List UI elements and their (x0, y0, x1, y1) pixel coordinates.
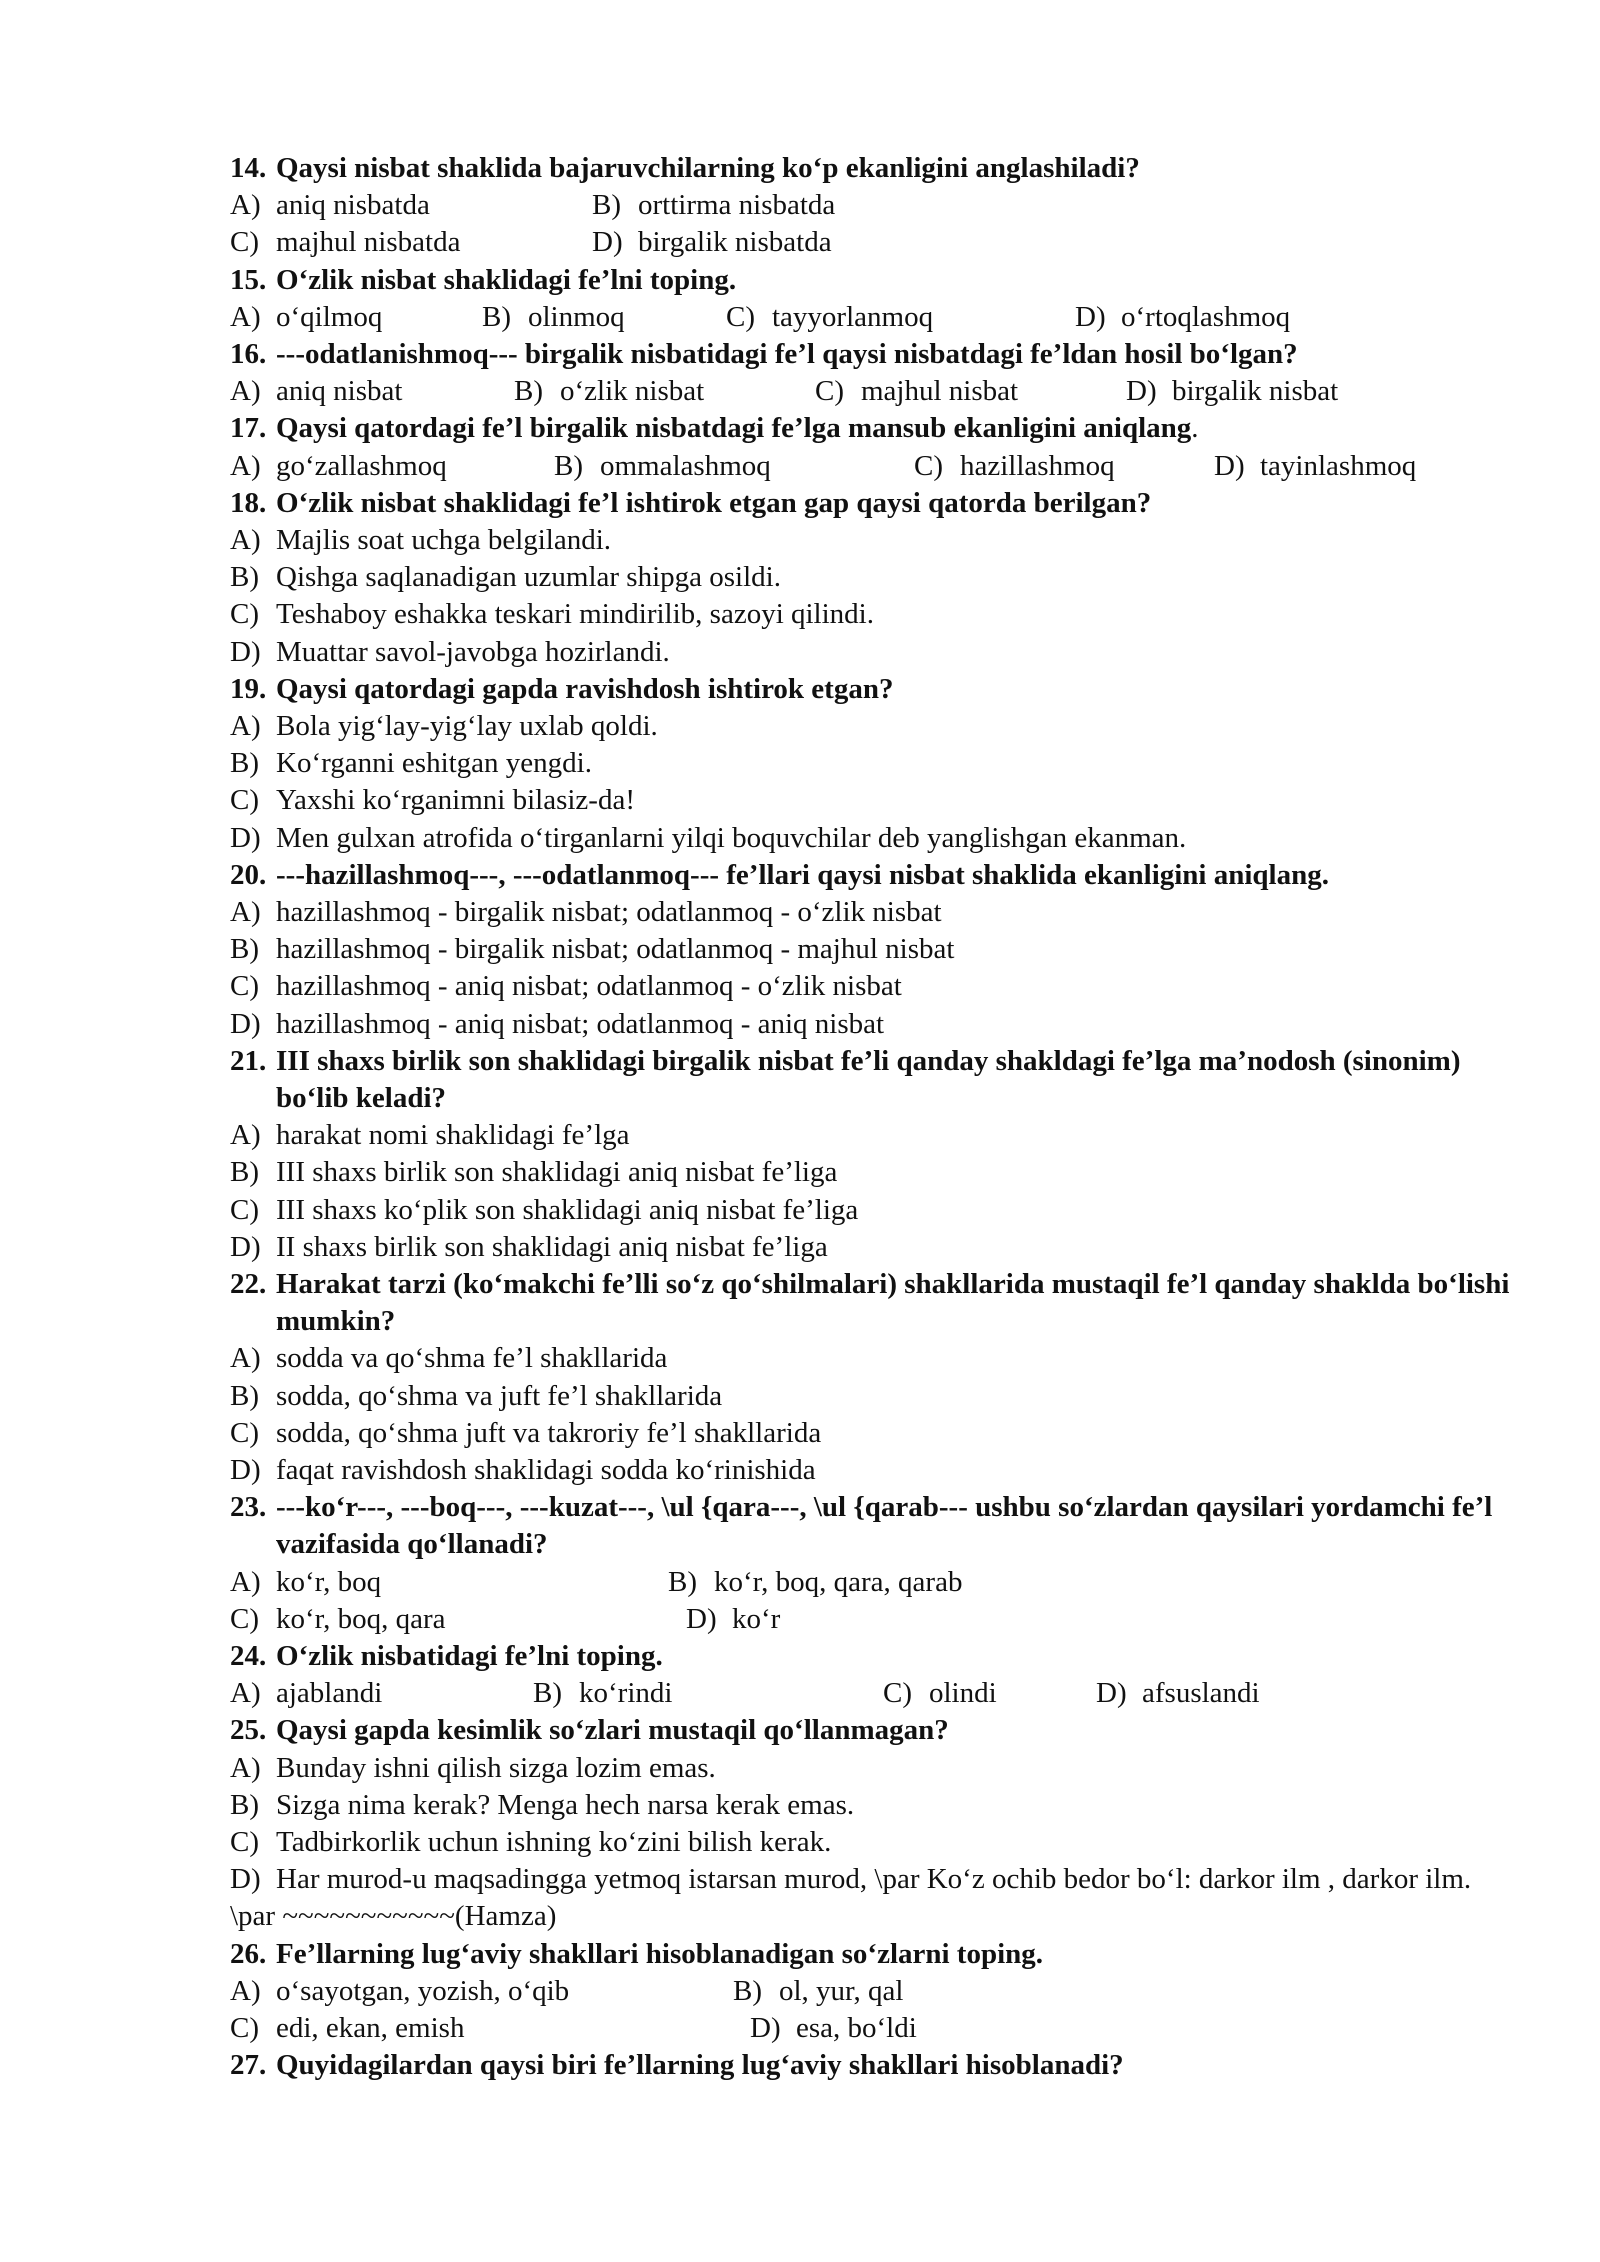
answer-option[interactable] (230, 745, 1520, 782)
option-label: D) (230, 635, 261, 668)
answer-option[interactable] (883, 1675, 997, 1712)
question-text (276, 336, 1520, 373)
option-text: birgalik nisbat (1172, 375, 1339, 408)
question (230, 485, 1520, 522)
option-label: C) (883, 1677, 912, 1710)
option-text: III shaxs birlik son shaklidagi aniq nisbat fe’liga (276, 1156, 838, 1189)
question-text-body: Qaysi nisbat shaklida bajaruvchilarning ko‘p ekanligini anglashiladi? (276, 152, 1140, 184)
option-text: ko‘rindi (579, 1677, 673, 1710)
option-label: D) (230, 1230, 261, 1263)
answer-option[interactable] (230, 1564, 381, 1601)
option-label: B) (554, 449, 583, 482)
option-label: B) (514, 375, 543, 408)
option-label: B) (668, 1565, 697, 1598)
question-number: 23. (230, 1491, 274, 1524)
option-label: B) (533, 1677, 562, 1710)
question-text-body: ---ko‘r---, ---boq---, ---kuzat---, \ul {qara---, \ul {qarab--- ushbu so‘zlardan qaysilari yordamchi fe’l vazifasida qo‘llanadi? (276, 1491, 1493, 1561)
option-text: o‘rtoqlashmoq (1121, 300, 1291, 333)
option-row (230, 373, 1520, 410)
option-label: C) (230, 784, 259, 817)
answer-option[interactable] (230, 448, 447, 485)
option-text: birgalik nisbatda (638, 226, 832, 259)
question (230, 410, 1520, 447)
option-text: faqat ravishdosh shaklidagi sodda ko‘rinishida (276, 1454, 816, 1487)
question-text-body: Qaysi qatordagi gapda ravishdosh ishtirok etgan? (276, 672, 894, 705)
option-text: sodda, qo‘shma juft va takroriy fe’l shakllarida (276, 1416, 822, 1449)
option-label: D) (1126, 375, 1157, 408)
question (230, 671, 1520, 708)
option-label: C) (230, 598, 259, 631)
option-label: B) (230, 561, 259, 594)
option-label: A) (230, 1119, 261, 1152)
option-row (230, 1675, 1520, 1712)
option-text: Men gulxan atrofida o‘tirganlarni yilqi boquvchilar deb yanglishgan ekanman. (276, 821, 1187, 854)
question-number: 16. (230, 337, 274, 370)
question-text (276, 1489, 1520, 1563)
question-text (276, 1266, 1520, 1340)
question-number: 21. (230, 1044, 274, 1077)
question-text-body: Harakat tarzi (ko‘makchi fe’lli so‘z qo‘shilmalari) shakllarida mustaqil fe’l qanday shaklda bo‘lishi mumkin? (276, 1268, 1510, 1338)
option-label: A) (230, 189, 261, 222)
option-label: A) (230, 1751, 261, 1784)
answer-option[interactable] (230, 1750, 1520, 1787)
option-label: A) (230, 375, 261, 408)
option-text: hazillashmoq - aniq nisbat; odatlanmoq - o‘zlik nisbat (276, 970, 902, 1003)
question-number: 18. (230, 486, 274, 519)
option-text: o‘sayotgan, yozish, o‘qib (276, 1974, 570, 2007)
option-text: hazillashmoq - birgalik nisbat; odatlanmoq - majhul nisbat (276, 933, 955, 966)
option-text: harakat nomi shaklidagi fe’lga (276, 1119, 630, 1152)
question (230, 1043, 1520, 1117)
option-label: D) (230, 1454, 261, 1487)
option-text: ko‘r, boq (276, 1565, 382, 1598)
option-text: olinmoq (528, 300, 625, 333)
answer-option[interactable] (482, 299, 625, 336)
option-label: C) (230, 2012, 259, 2045)
question-text (276, 1712, 1520, 1749)
option-label: D) (1096, 1677, 1127, 1710)
option-text: ol, yur, qal (779, 1974, 904, 2007)
option-text: Bunday ishni qilish sizga lozim emas. (276, 1751, 716, 1784)
option-text: majhul nisbatda (276, 226, 461, 259)
option-label: C) (230, 1602, 259, 1635)
option-text: go‘zallashmoq (276, 449, 447, 482)
option-label: B) (230, 933, 259, 966)
option-label: C) (230, 1416, 259, 1449)
question (230, 1712, 1520, 1749)
option-row (230, 187, 1520, 224)
option-text: Bola yig‘lay-yig‘lay uxlab qoldi. (276, 709, 658, 742)
question (230, 150, 1520, 187)
answer-option[interactable] (230, 522, 1520, 559)
answer-option[interactable] (230, 782, 1520, 819)
option-label: C) (815, 375, 844, 408)
option-label: A) (230, 523, 261, 556)
answer-option[interactable] (230, 931, 1520, 968)
question-number: 27. (230, 2049, 274, 2082)
answer-option[interactable] (230, 634, 1520, 671)
question-text-body: Fe’llarning lug‘aviy shakllari hisoblanadigan so‘zlarni toping. (276, 1937, 1044, 1970)
question-text-body: ---odatlanishmoq--- birgalik nisbatidagi fe’l qaysi nisbatdagi fe’ldan hosil bo‘lgan? (276, 337, 1298, 370)
option-label: D) (686, 1602, 717, 1635)
question-text (276, 1638, 1520, 1675)
option-label: A) (230, 1677, 261, 1710)
question-number: 25. (230, 1714, 274, 1747)
question-text-body: III shaxs birlik son shaklidagi birgalik nisbat fe’li qanday shakldagi fe’lga ma’nodosh (sinonim) bo‘lib keladi? (276, 1044, 1461, 1114)
option-text: sodda va qo‘shma fe’l shakllarida (276, 1342, 668, 1375)
option-text: ajablandi (276, 1677, 383, 1710)
option-row (230, 224, 1520, 261)
question-text (276, 1936, 1520, 1973)
option-label: B) (482, 300, 511, 333)
question-text-body: O‘zlik nisbat shaklidagi fe’l ishtirok etgan gap qaysi qatorda berilgan? (276, 486, 1152, 519)
answer-option[interactable] (230, 373, 402, 410)
answer-option[interactable] (230, 1229, 1520, 1266)
answer-option[interactable] (230, 559, 1520, 596)
option-label: C) (230, 226, 259, 259)
question-text-body: Quyidagilardan qaysi biri fe’llarning lug‘aviy shakllari hisoblanadi? (276, 2049, 1124, 2082)
option-text: Yaxshi ko‘rganimni bilasiz-da! (276, 784, 635, 817)
option-label: C) (230, 1193, 259, 1226)
question-number: 20. (230, 858, 274, 891)
answer-option[interactable] (230, 708, 1520, 745)
question (230, 1489, 1520, 1563)
answer-option[interactable] (592, 187, 835, 224)
answer-option[interactable] (230, 1861, 1520, 1935)
option-label: D) (230, 1863, 261, 1896)
option-label: A) (230, 449, 261, 482)
option-label: A) (230, 709, 261, 742)
answer-option[interactable] (230, 1154, 1520, 1191)
question-number: 14. (230, 152, 274, 184)
question-number: 22. (230, 1268, 274, 1301)
answer-option[interactable] (592, 224, 832, 261)
answer-option[interactable] (230, 596, 1520, 633)
question-text (276, 262, 1520, 299)
question-text-body: Qaysi gapda kesimlik so‘zlari mustaqil qo‘llanmagan? (276, 1714, 949, 1747)
option-text: tayyorlanmoq (772, 300, 934, 333)
answer-option[interactable] (533, 1675, 672, 1712)
question-number: 17. (230, 412, 274, 445)
option-text: olindi (929, 1677, 997, 1710)
answer-option[interactable] (230, 224, 460, 261)
question-text (276, 671, 1520, 708)
option-text: ommalashmoq (600, 449, 771, 482)
question-text (276, 857, 1520, 894)
option-text: orttirma nisbatda (638, 189, 836, 222)
option-label: B) (230, 1156, 259, 1189)
answer-option[interactable] (230, 187, 430, 224)
question-text (276, 1043, 1520, 1117)
answer-option[interactable] (726, 299, 933, 336)
question-number: 15. (230, 263, 274, 296)
question-text (276, 485, 1520, 522)
question-text-tail: . (1191, 412, 1199, 445)
question (230, 1638, 1520, 1675)
option-text: o‘qilmoq (276, 300, 383, 333)
option-label: A) (230, 1974, 261, 2007)
option-label: C) (230, 1826, 259, 1859)
answer-option[interactable] (1126, 373, 1338, 410)
option-label: B) (230, 747, 259, 780)
option-text: sodda, qo‘shma va juft fe’l shakllarida (276, 1379, 723, 1412)
option-text: Teshaboy eshakka teskari mindirilib, sazoyi qilindi. (276, 598, 874, 631)
question (230, 2047, 1520, 2084)
option-text: ko‘r, boq, qara (276, 1602, 446, 1635)
option-text: Har murod-u maqsadingga yetmoq istarsan murod, \par Ko‘z ochib bedor bo‘l: darkor ilm , darkor ilm. \par ~~~~~~~~~~~(Hamza) (230, 1863, 1472, 1933)
test-document (230, 150, 1520, 2084)
answer-option[interactable] (230, 1824, 1520, 1861)
option-text: Ko‘rganni eshitgan yengdi. (276, 747, 592, 780)
option-text: Majlis soat uchga belgilandi. (276, 523, 612, 556)
answer-option[interactable] (733, 1973, 903, 2010)
answer-option[interactable] (230, 1192, 1520, 1229)
option-row (230, 448, 1520, 485)
answer-option[interactable] (815, 373, 1018, 410)
option-text: aniq nisbat (276, 375, 403, 408)
option-text: Sizga nima kerak? Menga hech narsa kerak emas. (276, 1788, 855, 1821)
answer-option[interactable] (554, 448, 771, 485)
answer-option[interactable] (514, 373, 704, 410)
question-number: 26. (230, 1937, 274, 1970)
question-text-body: Qaysi qatordagi fe’l birgalik nisbatdagi fe’lga mansub ekanligini aniqlang (276, 412, 1192, 445)
option-label: D) (1214, 449, 1245, 482)
option-text: hazillashmoq (960, 449, 1115, 482)
answer-option[interactable] (230, 1973, 569, 2010)
option-label: B) (230, 1788, 259, 1821)
option-label: D) (230, 1007, 261, 1040)
question-text-body: ---hazillashmoq---, ---odatlanmoq--- fe’llari qaysi nisbat shaklida ekanligini aniqlang. (276, 858, 1329, 891)
option-text: aniq nisbatda (276, 189, 430, 222)
option-label: D) (592, 226, 623, 259)
question-number: 19. (230, 672, 274, 705)
option-label: C) (230, 970, 259, 1003)
answer-option[interactable] (230, 1117, 1520, 1154)
question-text-body: O‘zlik nisbat shaklidagi fe’lni toping. (276, 263, 737, 296)
option-label: A) (230, 300, 261, 333)
answer-option[interactable] (230, 1787, 1520, 1824)
answer-option[interactable] (230, 1378, 1520, 1415)
question (230, 262, 1520, 299)
option-label: C) (726, 300, 755, 333)
option-row (230, 299, 1520, 336)
answer-option[interactable] (230, 968, 1520, 1005)
question-number: 24. (230, 1640, 274, 1673)
option-label: C) (914, 449, 943, 482)
option-label: B) (733, 1974, 762, 2007)
option-text: esa, bo‘ldi (796, 2012, 917, 2045)
option-text: majhul nisbat (861, 375, 1019, 408)
answer-option[interactable] (1075, 299, 1290, 336)
option-text: o‘zlik nisbat (560, 375, 705, 408)
option-row (230, 1564, 1520, 1601)
option-row (230, 2010, 1520, 2047)
question (230, 1936, 1520, 1973)
question-text (276, 2047, 1520, 2084)
answer-option[interactable] (230, 1452, 1520, 1489)
option-label: D) (1075, 300, 1106, 333)
question-text-body: O‘zlik nisbatidagi fe’lni toping. (276, 1640, 663, 1673)
option-label: D) (750, 2012, 781, 2045)
question (230, 857, 1520, 894)
answer-option[interactable] (686, 1601, 780, 1638)
answer-option[interactable] (1214, 448, 1416, 485)
answer-option[interactable] (230, 1601, 446, 1638)
answer-option[interactable] (750, 2010, 917, 2047)
option-label: A) (230, 895, 261, 928)
option-label: D) (230, 821, 261, 854)
answer-option[interactable] (914, 448, 1115, 485)
answer-option[interactable] (230, 1006, 1520, 1043)
option-text: hazillashmoq - birgalik nisbat; odatlanmoq - o‘zlik nisbat (276, 895, 942, 928)
question (230, 336, 1520, 373)
option-text: edi, ekan, emish (276, 2012, 465, 2045)
option-text: Tadbirkorlik uchun ishning ko‘zini bilish kerak. (276, 1826, 832, 1859)
option-text: tayinlashmoq (1260, 449, 1417, 482)
answer-option[interactable] (230, 299, 382, 336)
answer-option[interactable] (1096, 1675, 1260, 1712)
option-text: II shaxs birlik son shaklidagi aniq nisbat fe’liga (276, 1230, 828, 1263)
option-label: A) (230, 1342, 261, 1375)
answer-option[interactable] (230, 2010, 464, 2047)
option-text: III shaxs ko‘plik son shaklidagi aniq nisbat fe’liga (276, 1193, 859, 1226)
option-row (230, 1973, 1520, 2010)
answer-option[interactable] (668, 1564, 962, 1601)
answer-option[interactable] (230, 820, 1520, 857)
question-text (276, 150, 1520, 187)
option-row (230, 1601, 1520, 1638)
option-text: afsuslandi (1142, 1677, 1260, 1710)
option-label: B) (592, 189, 621, 222)
option-text: Qishga saqlanadigan uzumlar shipga osildi. (276, 561, 781, 594)
answer-option[interactable] (230, 1675, 382, 1712)
answer-option[interactable] (230, 894, 1520, 931)
option-label: A) (230, 1565, 261, 1598)
answer-option[interactable] (230, 1415, 1520, 1452)
question-text (276, 410, 1520, 447)
option-text: Muattar savol-javobga hozirlandi. (276, 635, 670, 668)
option-text: hazillashmoq - aniq nisbat; odatlanmoq - aniq nisbat (276, 1007, 885, 1040)
answer-option[interactable] (230, 1340, 1520, 1377)
option-label: B) (230, 1379, 259, 1412)
option-text: ko‘r, boq, qara, qarab (714, 1565, 963, 1598)
question (230, 1266, 1520, 1340)
option-text: ko‘r (732, 1602, 781, 1635)
